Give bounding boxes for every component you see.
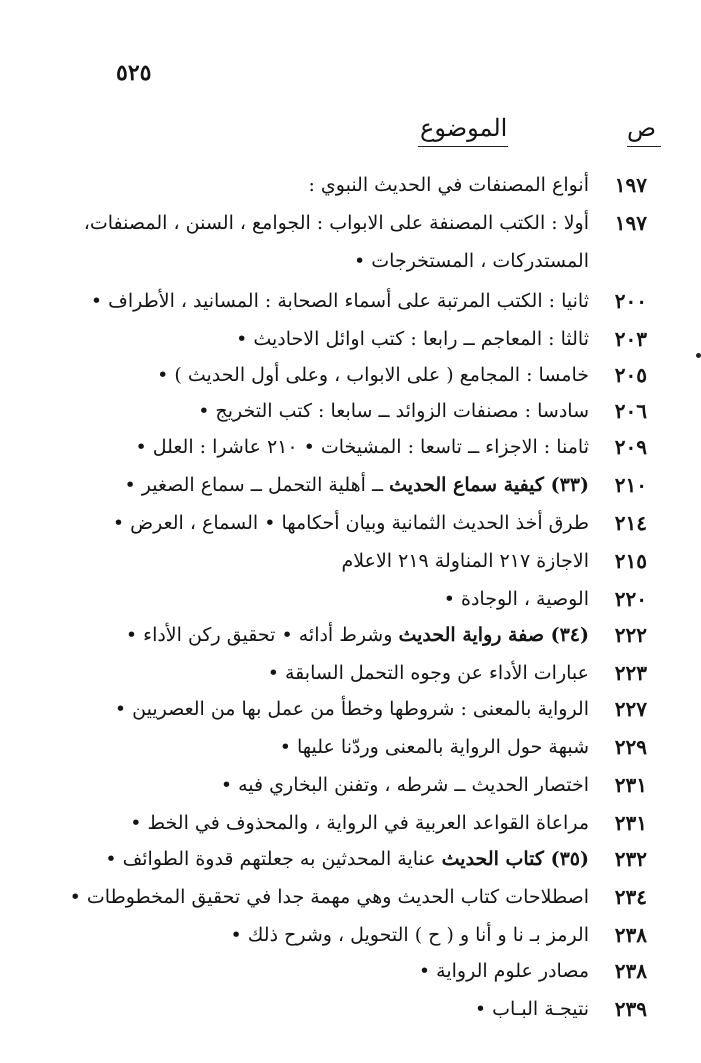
entry-page-number: ٢٣٤ (614, 885, 647, 909)
entry-topic: مراعاة القواعد العربية في الرواية ، والمحذوف في الخط • (130, 812, 589, 834)
page-number: ٥٢٥ (116, 60, 152, 86)
entry-topic-rest: وشرط أدائه • تحقيق ركن الأداء • (125, 624, 399, 646)
topic-heading-underline (418, 146, 508, 147)
toc-entry (0, 916, 701, 954)
entry-page-number: ٢٠٥ (614, 363, 647, 387)
entry-section-title: (٣٤) صفة رواية الحديث (398, 624, 589, 646)
entry-page-number: ٢٠٩ (614, 435, 647, 459)
entry-section-title: (٣٣) كيفية سماع الحديث (389, 474, 589, 496)
entry-topic: المستدركات ، المستخرجات • (354, 250, 589, 272)
entry-section-title: (٣٥) كتاب الحديث (441, 848, 589, 870)
toc-entry (0, 878, 701, 916)
toc-entry (0, 654, 701, 692)
toc-entry (0, 990, 701, 1028)
page-heading-underline (627, 146, 661, 147)
entry-topic: خامسا : المجامع ( على الابواب ، وعلى أول الحديث ) • (157, 364, 589, 386)
entry-topic: اختصار الحديث ــ شرطه ، وتفنن البخاري فيه • (220, 774, 589, 796)
toc-entry (0, 466, 701, 504)
toc-entry (0, 392, 701, 430)
table-header (0, 108, 701, 148)
toc-entry (0, 242, 701, 280)
entry-page-number: ٢٢٩ (614, 735, 647, 759)
entry-page-number: ١٩٧ (614, 211, 647, 235)
toc-entry (0, 580, 701, 618)
entry-topic: الاجازة ٢١٧ المناولة ٢١٩ الاعلام (341, 550, 589, 572)
toc-entry (0, 766, 701, 804)
toc-entry (0, 840, 701, 878)
entry-topic (9, 616, 589, 654)
toc-entry (0, 504, 701, 542)
entry-page-number: ٢١٥ (614, 549, 647, 573)
toc-entry (0, 616, 701, 654)
entry-topic: شبهة حول الرواية بالمعنى وردّنا عليها • (279, 736, 589, 758)
entry-page-number: ٢٠٦ (614, 399, 647, 423)
entry-topic: ثانيا : الكتب المرتبة على أسماء الصحابة : المسانيد ، الأطراف • (90, 290, 589, 312)
entry-page-number: ٢٣٨ (614, 923, 647, 947)
toc-entry (0, 282, 701, 320)
toc-entry (0, 690, 701, 728)
entry-topic: اصطلاحات كتاب الحديث وهي مهمة جدا في تحقيق المخطوطات • (69, 886, 589, 908)
entry-topic: طرق أخذ الحديث الثمانية وبيان أحكامها • السماع ، العرض • (112, 512, 589, 534)
toc-entry (0, 428, 701, 466)
toc-entry (0, 320, 701, 358)
topic-column-heading: الموضوع (420, 114, 508, 142)
entry-page-number: ٢٢٣ (614, 661, 647, 685)
toc-entry (0, 356, 701, 394)
entry-topic (9, 840, 589, 878)
entry-page-number: ١٩٧ (614, 173, 647, 197)
toc-entry (0, 952, 701, 990)
entry-topic: ثامنا : الاجزاء ــ تاسعا : المشيخات • ٢١٠ عاشرا : العلل • (135, 436, 589, 458)
entry-page-number: ٢١٤ (614, 511, 647, 535)
entry-page-number: ٢٣٢ (614, 847, 647, 871)
entry-page-number: ٢١٠ (614, 473, 647, 497)
entry-page-number: ٢٠٠ (614, 289, 647, 313)
toc-entry (0, 728, 701, 766)
entry-topic: سادسا : مصنفات الزوائد ــ سابعا : كتب التخريج • (198, 400, 589, 422)
entry-page-number: ٢٣٩ (614, 997, 647, 1021)
entry-topic-rest: عناية المحدثين به جعلتهم قدوة الطوائف • (105, 848, 442, 870)
entry-topic: الوصية ، الوجادة • (443, 588, 589, 610)
entry-topic (9, 466, 589, 504)
entry-topic: أولا : الكتب المصنفة على الابواب : الجوامع ، السنن ، المصنفات، (83, 212, 589, 234)
entry-page-number: ٢٢٢ (614, 623, 647, 647)
entry-topic: نتيجـة البـاب • (474, 998, 589, 1020)
toc-entry (0, 204, 701, 242)
toc-entry (0, 166, 701, 204)
entry-topic: الرواية بالمعنى : شروطها وخطأ من عمل بها من العصريين • (114, 698, 589, 720)
entry-page-number: ٢٣١ (614, 811, 647, 835)
entry-topic: مصادر علوم الرواية • (418, 960, 589, 982)
margin-dot (696, 353, 701, 358)
entry-topic-rest: ــ أهلية التحمل ــ سماع الصغير • (124, 474, 390, 496)
page-column-heading: ص (626, 114, 656, 142)
toc-entry (0, 542, 701, 580)
entry-topic: الرمز بـ نا و أنا و ( ح ) التحويل ، وشرح ذلك • (230, 924, 589, 946)
entry-topic: عبارات الأداء عن وجوه التحمل السابقة • (267, 662, 589, 684)
entry-topic: أنواع المصنفات في الحديث النبوي : (308, 174, 589, 196)
entry-page-number: ٢٢٧ (614, 697, 647, 721)
entry-page-number: ٢٣٨ (614, 959, 647, 983)
entry-page-number: ٢٣١ (614, 773, 647, 797)
entry-topic: ثالثا : المعاجم ــ رابعا : كتب اوائل الاحاديث • (236, 328, 589, 350)
toc-entry (0, 804, 701, 842)
entry-page-number: ٢٠٣ (614, 327, 647, 351)
entry-page-number: ٢٢٠ (614, 587, 647, 611)
